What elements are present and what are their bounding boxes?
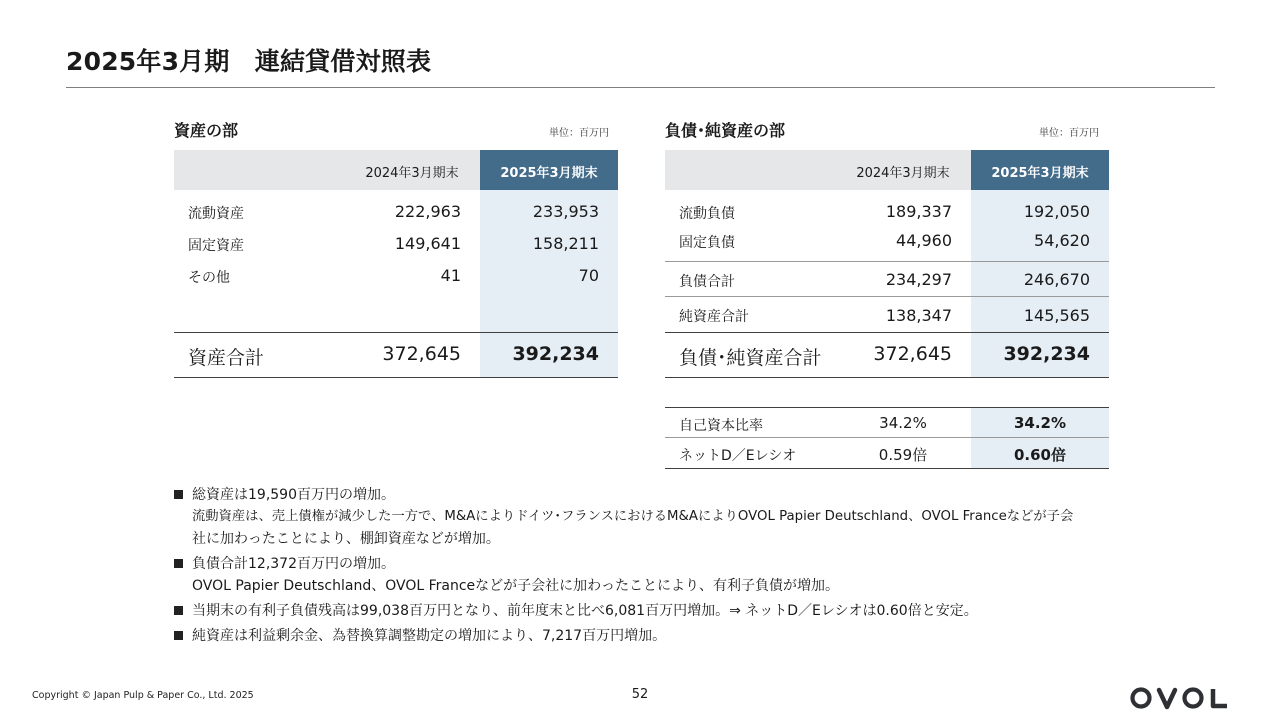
liabilities-total-divider	[665, 332, 1109, 333]
assets-total-curr: 392,234	[512, 343, 599, 365]
ratios-bottom-rule	[665, 468, 1109, 469]
ratio-row-curr: 34.2%	[1013, 414, 1067, 432]
liabilities-subtotal-divider	[665, 261, 1109, 262]
liabilities-section-title: 負債･純資産の部	[665, 121, 786, 140]
assets-unit-label: 単位：百万円	[549, 128, 609, 139]
bullet-square-icon	[174, 631, 183, 640]
assets-row-prev: 149,641	[394, 234, 461, 253]
liabilities-row-curr: 54,620	[1034, 231, 1090, 250]
bullet-item	[174, 600, 1124, 622]
assets-total-label: 資産合計	[188, 347, 265, 369]
assets-header-prev: 2024年3月期末	[365, 166, 459, 181]
liabilities-row-curr: 192,050	[1023, 202, 1090, 221]
liabilities-unit-label: 単位：百万円	[1039, 128, 1099, 139]
bullet-square-icon	[174, 606, 183, 615]
liabilities-row-label: 流動負債	[679, 206, 735, 222]
liabilities-total-label: 負債･純資産合計	[679, 347, 822, 369]
ratios-table	[665, 407, 1109, 469]
assets-bottom-rule	[174, 377, 618, 378]
commentary-bullets	[174, 484, 1124, 650]
assets-row-prev: 41	[440, 266, 461, 285]
title-divider	[66, 87, 1215, 88]
assets-section-title: 資産の部	[174, 121, 239, 140]
page-number: 52	[631, 687, 649, 702]
bullet-line: 社に加わったことにより、棚卸資産などが増加。	[192, 531, 500, 547]
ratio-row-label: 自己資本比率	[679, 418, 763, 434]
liabilities-header-prev: 2024年3月期末	[856, 166, 950, 181]
liabilities-netassets-divider	[665, 296, 1109, 297]
bullet-item	[174, 484, 1124, 550]
assets-total-prev: 372,645	[382, 343, 461, 365]
liabilities-table	[665, 150, 1109, 378]
bullet-line: 流動資産は、売上債権が減少した一方で、M&Aによりドイツ･フランスにおけるM&AによりOVOL Papier Deutschland、OVOL Franceなどが子会	[192, 509, 1074, 524]
assets-table	[174, 150, 618, 378]
page-title: 2025年3月期 連結貸借対照表	[66, 47, 432, 76]
liabilities-row-curr: 246,670	[1023, 270, 1090, 289]
liabilities-header-curr: 2025年3月期末	[991, 166, 1089, 181]
bullet-line: 当期末の有利子負債残高は99,038百万円となり、前年度末と比べ6,081百万円増加。⇒ ネットD／Eレシオは0.60倍と安定。	[192, 603, 978, 619]
assets-row-curr: 70	[578, 266, 599, 285]
ovol-logo-icon	[1128, 684, 1240, 712]
ratios-mid-rule	[665, 437, 1109, 438]
bullet-line: OVOL Papier Deutschland、OVOL Franceなどが子会社に加わったことにより、有利子負債が増加。	[192, 578, 839, 594]
ratio-row-prev: 34.2%	[879, 414, 927, 432]
copyright-notice: Copyright © Japan Pulp & Paper Co., Ltd. 2025	[32, 690, 254, 701]
ratios-top-rule	[665, 407, 1109, 408]
liabilities-bottom-rule	[665, 377, 1109, 378]
bullet-square-icon	[174, 559, 183, 568]
assets-row-prev: 222,963	[394, 202, 461, 221]
ratio-row-curr: 0.60倍	[1013, 446, 1066, 464]
bullet-line: 負債合計12,372百万円の増加。	[192, 556, 395, 572]
liabilities-row-prev: 44,960	[896, 231, 952, 250]
liabilities-total-prev: 372,645	[873, 343, 952, 365]
assets-row-label: その他	[188, 270, 230, 286]
liabilities-row-curr: 145,565	[1023, 306, 1090, 325]
liabilities-row-label: 負債合計	[679, 274, 735, 290]
assets-row-curr: 158,211	[532, 234, 599, 253]
liabilities-row-prev: 234,297	[885, 270, 952, 289]
assets-total-divider	[174, 332, 618, 333]
ratio-row-label: ネットD／Eレシオ	[679, 448, 797, 464]
assets-header-curr: 2025年3月期末	[500, 166, 598, 181]
bullet-line: 総資産は19,590百万円の増加。	[192, 487, 395, 503]
ratio-row-prev: 0.59倍	[878, 446, 928, 464]
liabilities-row-prev: 189,337	[885, 202, 952, 221]
bullet-item	[174, 625, 1124, 647]
liabilities-row-label: 純資産合計	[679, 309, 749, 325]
assets-row-label: 流動資産	[188, 206, 244, 222]
liabilities-total-curr: 392,234	[1003, 343, 1090, 365]
bullet-line: 純資産は利益剰余金、為替換算調整勘定の増加により、7,217百万円増加。	[192, 628, 667, 644]
bullet-item	[174, 553, 1124, 597]
assets-row-label: 固定資産	[188, 238, 244, 254]
liabilities-row-label: 固定負債	[679, 235, 735, 251]
bullet-square-icon	[174, 490, 183, 499]
assets-row-curr: 233,953	[532, 202, 599, 221]
liabilities-row-prev: 138,347	[885, 306, 952, 325]
